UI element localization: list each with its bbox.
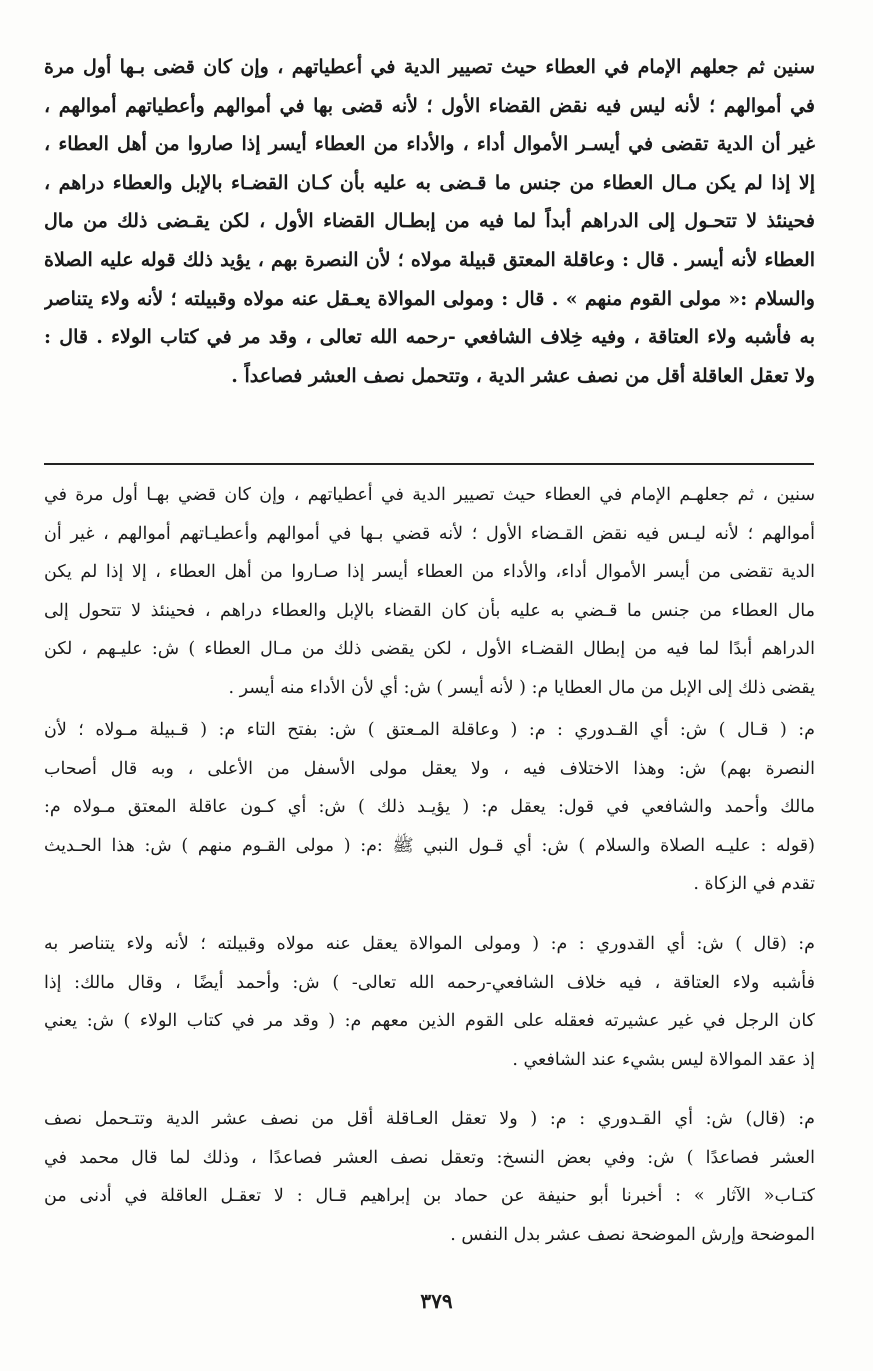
commentary-line: كان الرجل في غير عشيرته فعقله على القوم الذين معهم م: ( وقد مر في كتاب الولاء ) ش: يعني [44, 1011, 815, 1032]
main-text-line: العطاء لأنه أيسر . قال : وعاقلة المعتق قبيلة مولاه ؛ لأن النصرة بهم ، يؤيد ذلك قوله عليه الصلاة [44, 248, 815, 271]
commentary-line: أموالهم ؛ لأنه ليـس فيه نقض القـضاء الأول ؛ لأنه قضي بـها في أموالهم وأعطيـاتهم أموالهم ، غير أن [44, 523, 815, 544]
main-text-line: فحينئذ لا تتحـول إلى الدراهم أبداً لما فيه من إبطـال القضاء الأول ، لكن يقـضى ذلك من مال [44, 210, 815, 233]
main-text-line: به فأشبه ولاء العتاقة ، وفيه خِلاف الشافعي -رحمه الله تعالى ، وقد مر في كتاب الولاء . قال : [44, 326, 815, 349]
commentary-line: كتـاب« الآثار » : أخبرنا أبو حنيفة عن حماد بن إبراهيم قـال : لا تعقـل العاقلة في أدنى من [44, 1186, 815, 1207]
page-number: ٣٧٩ [420, 1289, 453, 1313]
commentary-paragraph [44, 1100, 815, 1254]
commentary-line: النصرة بهم) ش: وهذا الاختلاف فيه ، ولا يعقل مولى الأسفل من الأعلى ، وبه قال أصحاب [44, 758, 815, 779]
separator-rule [44, 463, 814, 465]
main-text-line: ولا تعقل العاقلة أقل من نصف عشر الدية ، وتتحمل نصف العشر فصاعداً . [231, 364, 815, 387]
commentary-line: فأشبه ولاء العتاقة ، فيه خلاف الشافعي-رحمه الله تعالى- ) ش: وأحمد أيضًا ، وقال مالك: إذا [44, 972, 815, 993]
commentary-line: (قوله : عليـه الصلاة والسلام ) ش: أي قـول النبي ﷺ :م: ( مولى القـوم منهم ) ش: هذا الحـديث [44, 835, 815, 856]
commentary-line: العشر فصاعدًا ) ش: وفي بعض النسخ: وتعقل نصف العشر فصاعدًا ، وذلك لما قال محمد في [44, 1147, 815, 1168]
commentary-line: مال العطاء من جنس ما قـضي به عليه بأن كان القضاء بالإبل والعطاء دراهم ، فحينئذ لا تتحول إلى [44, 600, 815, 621]
commentary-line: يقضى ذلك إلى الإبل من مال العطايا م: ( لأنه أيسر ) ش: أي لأن الأداء منه أيسر . [228, 677, 815, 698]
commentary-paragraph [44, 711, 815, 904]
main-text-line: سنين ثم جعلهم الإمام في العطاء حيث تصيير الدية في أعطياتهم ، وإن كان قضى بـها أول مرة [44, 56, 815, 78]
main-text-line: والسلام :« مولى القوم منهم » . قال : ومولى الموالاة يعـقل عنه مولاه وقبيلته ؛ لأنه ولاء يتناصر [44, 287, 815, 310]
commentary-line: سنين ، ثم جعلهـم الإمام في العطاء حيث تصيير الدية في أعطياتهم ، وإن كان قضي بهـا أول مرة في [44, 485, 815, 505]
commentary-paragraph [44, 925, 815, 1079]
main-text-line: في أموالهم ؛ لأنه ليس فيه نقض القضاء الأول ؛ لأنه قضى بها في أموالهم وأعطياتهم أموالهم ، [44, 94, 815, 117]
commentary-paragraph [44, 476, 815, 708]
main-text-line: إلا إذا لم يكن مـال العطاء من جنس ما قـضى به عليه بأن كـان القضـاء بالإبل والعطاء دراهم ، [44, 171, 815, 194]
commentary-line: تقدم في الزكاة . [693, 874, 815, 895]
commentary-line: الدية تقضى من أيسر الأموال أداء، والأداء من العطاء أيسر إذا صـاروا من أهل العطاء ، إلا إذا لم يكن [44, 562, 815, 583]
commentary-line: م: (قال ) ش: أي القدوري : م: ( ومولى الموالاة يعقل عنه مولاه وقبيلته ؛ لأنه ولاء يتناصر به [44, 934, 815, 954]
commentary-line: الموضحة وإرش الموضحة نصف عشر بدل النفس . [450, 1224, 815, 1245]
commentary-line: مالك وأحمد والشافعي في قول: يعقل م: ( يؤيـد ذلك ) ش: أي كـون عاقلة المعتق مـولاه م: [44, 797, 815, 818]
commentary-line: م: (قال) ش: أي القـدوري : م: ( ولا تعقل العـاقلة أقل من نصف عشر الدية وتتـحمل نصف [44, 1109, 815, 1129]
commentary-line: إذ عقد الموالاة ليس بشيء عند الشافعي . [512, 1049, 815, 1070]
main-text-block [44, 48, 815, 395]
commentary-line: م: ( قـال ) ش: أي القـدوري : م: ( وعاقلة المـعتق ) ش: بفتح التاء م: ( قـبيلة مـولاه ؛ لأن [44, 720, 815, 740]
main-text-line: غير أن الدية تقضى في أيسـر الأموال أداء ، والأداء من العطاء أيسر إذا صاروا من أهل العطاء ، [44, 133, 815, 156]
commentary-line: الدراهم أبدًا لما فيه من إبطال القضـاء الأول ، لكن يقضى ذلك من مـال العطاء ) ش: عليـهم ، لكن [44, 639, 815, 660]
